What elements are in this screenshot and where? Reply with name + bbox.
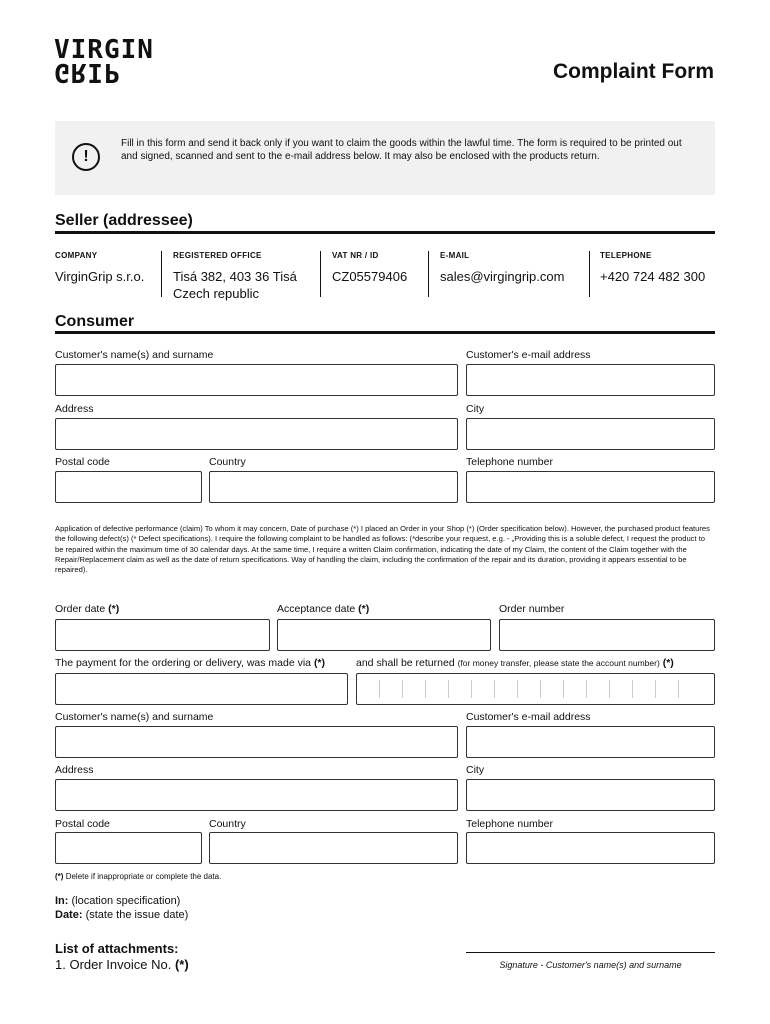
seller-office [173,251,297,302]
city-input-2[interactable] [466,779,715,811]
name-label: Customer's name(s) and surname [55,349,214,361]
telephone-label: Telephone number [466,456,553,468]
vat-label: VAT NR / ID [332,251,379,260]
digit-separator [517,680,518,698]
date-value: (state the issue date) [85,909,189,921]
address-input-2[interactable] [55,779,458,811]
name-label-2: Customer's name(s) and surname [55,711,214,723]
account-number-input[interactable] [356,673,715,705]
phone-label: TELEPHONE [600,251,652,260]
digit-separator [609,680,610,698]
in-value: (location specification) [71,895,181,907]
customer-name-input[interactable] [55,364,458,396]
office-line-2: Czech republic [173,286,259,301]
acceptance-date-input[interactable] [277,619,491,651]
office-value [173,268,297,302]
company-value: VirginGrip s.r.o. [55,269,145,284]
telephone-input-2[interactable] [466,832,715,864]
phone-value: +420 724 482 300 [600,269,706,284]
attachment-text: 1. Order Invoice No. [55,957,172,972]
address-label-2: Address [55,764,94,776]
attachments-heading: List of attachments: [55,941,179,956]
brand-logo [54,35,166,87]
seller-rule [55,231,715,234]
address-input[interactable] [55,418,458,450]
telephone-label-2: Telephone number [466,818,553,830]
order-date-label [55,603,119,615]
country-label: Country [209,456,246,468]
digit-separator [402,680,403,698]
logo-line-2: GRIP [54,57,121,87]
digit-separator [448,680,449,698]
order-date-text: Order date [55,603,106,615]
customer-email-label-2: Customer's e-mail address [466,711,591,723]
office-line-1: Tisá 382, 403 36 Tisá [173,269,297,284]
page-title: Complaint Form [553,60,714,83]
digit-separator [632,680,633,698]
country-input[interactable] [209,471,458,503]
payment-method-input[interactable] [55,673,348,705]
acceptance-date-label [277,603,369,615]
postal-label-2: Postal code [55,818,110,830]
notice-text: Fill in this form and send it back only if you want to claim the goods within the lawful time. The form is required to be printed out and signed, scanned and sent to the e-mail address below. It may also be enclosed with the products return. [121,138,682,162]
payment-text: The payment for the ordering or delivery, was made via [55,657,312,669]
required-mark: (*) [662,657,674,669]
city-input[interactable] [466,418,715,450]
in-label: In: [55,895,69,907]
divider [428,251,429,297]
order-date-input[interactable] [55,619,270,651]
order-number-label: Order number [499,603,565,615]
signature-caption: Signature - Customer's name(s) and surname [499,960,682,970]
logo-line-1: VIRGIN [54,35,154,65]
attachment-item [55,957,189,972]
digit-separator [540,680,541,698]
office-label: REGISTERED OFFICE [173,251,262,260]
customer-email-input[interactable] [466,364,715,396]
date-label: Date: [55,909,83,921]
divider [589,251,590,297]
postal-code-input-2[interactable] [55,832,202,864]
required-mark: (*) [108,603,120,615]
return-note: (for money transfer, please state the account number) [457,658,660,668]
return-text: and shall be returned [356,657,455,669]
footnote-text: Delete if inappropriate or complete the data. [65,872,222,881]
return-label [356,657,674,669]
country-input-2[interactable] [209,832,458,864]
exclamation-circle-icon: ! [72,143,100,171]
vat-value: CZ05579406 [332,269,408,284]
customer-name-input-2[interactable] [55,726,458,758]
required-mark: (*) [313,657,326,669]
payment-label [55,657,325,669]
digit-separator [471,680,472,698]
acceptance-date-text: Acceptance date [277,603,356,615]
divider [161,251,162,297]
footnote-mark: (*) [55,872,64,881]
location-line [55,895,180,907]
digit-separator [425,680,426,698]
consumer-heading: Consumer [55,313,135,330]
city-label: City [466,403,485,415]
seller-vat [332,251,407,285]
divider [320,251,321,297]
address-label: Address [55,403,94,415]
customer-email-input-2[interactable] [466,726,715,758]
country-label-2: Country [209,818,246,830]
order-number-input[interactable] [499,619,715,651]
application-text: Application of defective performance (claim) To whom it may concern, Date of purchase (*) I placed an Order in your Shop (*) (Order specification below). However, the purchased product features the following defect(s) (* Defect specifications). I require the following complaint to be handled as follows: (*describe your request, e.g. - „Providing this is a soluble defect, I request the product to be repaired within the maximum time of 30 calendar days. At the same time, I require a written Claim confirmation, indicating the date of my Claim, the content of the Claim together with the Repair/Replacement claim as well as the date of return specifications. Way of handling the claim, including the confirmation of the repair and its duration, providing it appears essential to be repaired). [55,524,710,575]
signature-line[interactable] [466,952,715,953]
digit-separator [563,680,564,698]
seller-phone [600,251,705,285]
seller-heading: Seller (addressee) [55,212,193,229]
date-line [55,909,188,921]
consumer-rule [55,331,715,334]
notice-box [55,121,715,195]
email-value[interactable]: sales@virgingrip.com [440,269,565,284]
digit-separator [379,680,380,698]
email-label: E-MAIL [440,251,470,260]
company-label: COMPANY [55,251,98,260]
postal-label: Postal code [55,456,110,468]
customer-email-label: Customer's e-mail address [466,349,591,361]
digit-separator [655,680,656,698]
required-mark: (*) [174,957,189,972]
city-label-2: City [466,764,485,776]
postal-code-input[interactable] [55,471,202,503]
digit-separator [586,680,587,698]
required-mark: (*) [358,603,370,615]
digit-separator [678,680,679,698]
digit-separator [494,680,495,698]
seller-company [55,251,144,285]
telephone-input[interactable] [466,471,715,503]
seller-email [440,251,564,285]
footnote [55,872,221,881]
